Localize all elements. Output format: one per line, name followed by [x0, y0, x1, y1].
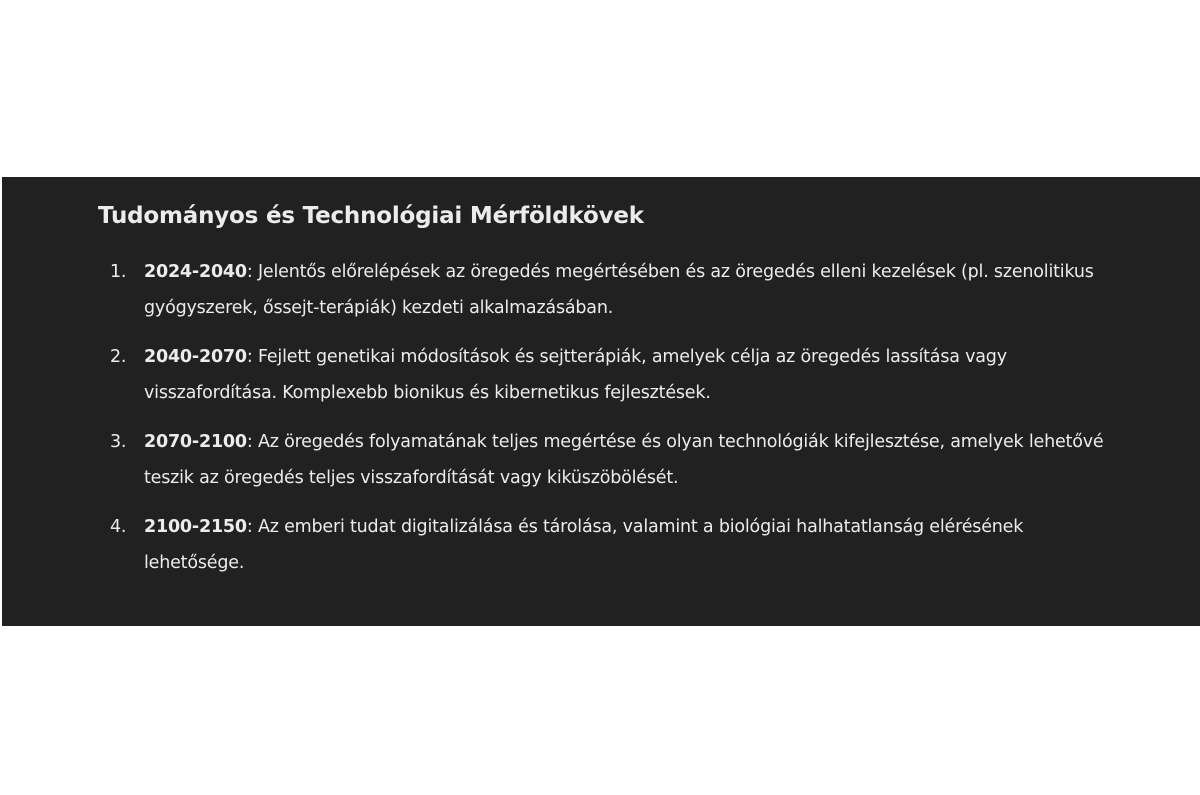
- item-period: 2070-2100: [144, 432, 247, 452]
- list-item: [0, 254, 1104, 326]
- item-number: 2.: [110, 347, 127, 367]
- list-item: [0, 509, 1104, 581]
- item-text: : Az emberi tudat digitalizálása és tárolása, valamint a biológiai halhatatlanság elérésének lehetősége.: [144, 517, 1024, 573]
- item-text: : Az öregedés folyamatának teljes megértése és olyan technológiák kifejlesztése, amelyek lehetővé teszik az öregedés teljes visszafordítását vagy kiküszöbölését.: [144, 432, 1104, 488]
- milestone-list: [0, 254, 1104, 594]
- list-item: [0, 339, 1104, 411]
- item-period: 2040-2070: [144, 347, 247, 367]
- item-number: 4.: [110, 517, 127, 537]
- section-heading: Tudományos és Technológiai Mérföldkövek: [98, 203, 644, 229]
- item-text: : Jelentős előrelépések az öregedés megértésében és az öregedés elleni kezelések (pl. szenolitikus gyógyszerek, őssejt-terápiák) kezdeti alkalmazásában.: [144, 262, 1094, 318]
- item-number: 1.: [110, 262, 127, 282]
- item-period: 2024-2040: [144, 262, 247, 282]
- item-period: 2100-2150: [144, 517, 247, 537]
- list-item: [0, 424, 1104, 496]
- item-text: : Fejlett genetikai módosítások és sejtterápiák, amelyek célja az öregedés lassítása vagy visszafordítása. Komplexebb bionikus és kibernetikus fejlesztések.: [144, 347, 1007, 403]
- item-number: 3.: [110, 432, 127, 452]
